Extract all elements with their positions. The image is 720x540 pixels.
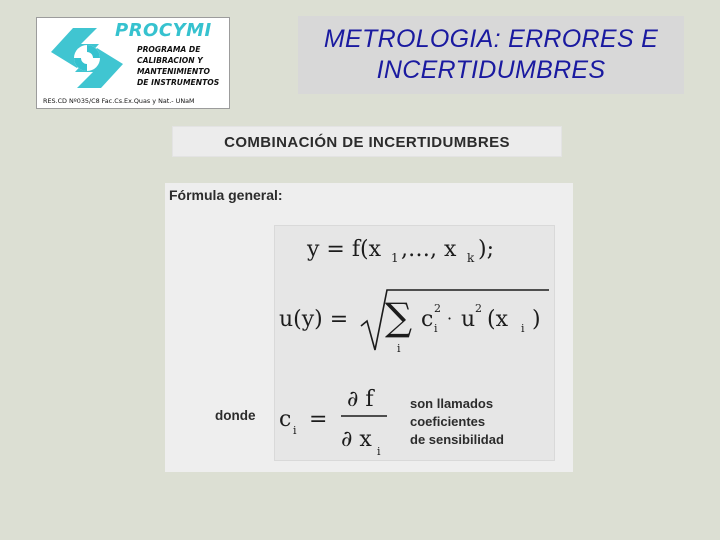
formula-subscript: i — [521, 322, 525, 335]
slide-title — [298, 24, 684, 86]
formula-text: y = f(x — [307, 237, 381, 262]
formula-subscript: i — [377, 445, 381, 458]
formula-numerator: ∂ f — [347, 387, 374, 412]
sensitivity-note-line: de sensibilidad — [410, 432, 504, 447]
combined-uncertainty-formula — [279, 290, 549, 355]
donde-label: donde — [215, 408, 256, 423]
formula-label: Fórmula general: — [169, 187, 283, 203]
procymi-logo — [36, 17, 230, 109]
section-heading: COMBINACIÓN DE INCERTIDUMBRES — [224, 134, 510, 151]
formula-panel — [165, 183, 573, 472]
formula-text: ,…, x — [401, 237, 457, 262]
formula-text: (x — [487, 307, 508, 332]
logo-title: PROCYMI — [115, 20, 212, 41]
formula-text: = — [309, 407, 328, 432]
general-function-formula — [306, 237, 494, 265]
formula-text: u(y) = — [279, 307, 349, 332]
formula-subscript: i — [293, 424, 297, 437]
summation-sign: ∑ — [385, 295, 413, 339]
formula-text: c — [279, 407, 292, 432]
slide-title-line: METROLOGIA: ERRORES E — [323, 25, 659, 53]
formula-subscript: i — [434, 322, 438, 335]
formula-superscript: 2 — [475, 302, 482, 315]
formula-dot: · — [447, 309, 453, 328]
section-heading-box — [172, 126, 562, 157]
formula-text: c — [421, 307, 434, 332]
formula-subscript: k — [467, 251, 475, 265]
slide-title-box — [298, 16, 684, 94]
formula-denominator: ∂ x — [341, 427, 372, 452]
formula-text: ); — [478, 237, 494, 262]
sensitivity-note — [410, 395, 560, 449]
formula-subscript: 1 — [391, 251, 399, 265]
logo-line: CALIBRACION Y — [137, 56, 203, 65]
logo-line: MANTENIMIENTO — [137, 67, 210, 76]
logo-program-text — [137, 44, 229, 88]
formula-text: u — [461, 307, 476, 332]
summation-index: i — [397, 342, 401, 355]
logo-line: PROGRAMA DE — [137, 45, 201, 54]
logo-line: DE INSTRUMENTOS — [137, 78, 220, 87]
sensitivity-coefficient-formula — [279, 387, 387, 458]
sensitivity-note-line: coeficientes — [410, 414, 486, 429]
logo-footer: RES.CD Nº035/C8 Fac.Cs.Ex.Quas y Nat.- UNaM — [43, 97, 195, 105]
formula-text: ) — [532, 307, 541, 332]
sensitivity-note-line: son llamados — [410, 396, 494, 411]
slide-title-line: INCERTIDUMBRES — [376, 56, 606, 84]
formula-superscript: 2 — [434, 302, 441, 315]
